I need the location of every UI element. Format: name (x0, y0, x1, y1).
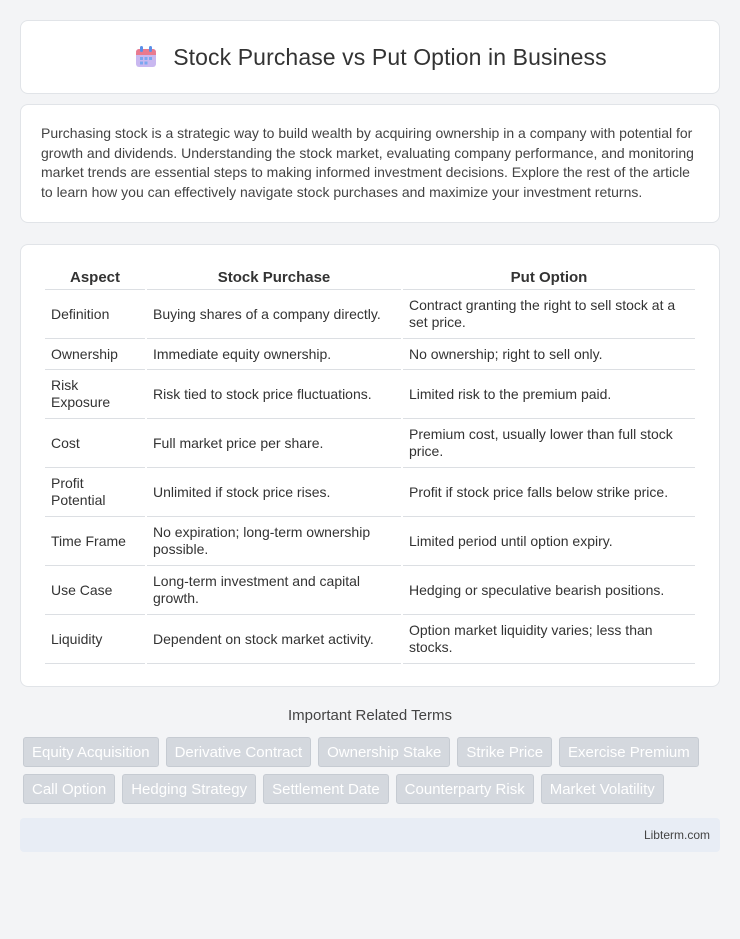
cell-aspect: Definition (45, 290, 145, 339)
table-row (45, 615, 695, 664)
related-term-tag[interactable]: Derivative Contract (166, 737, 312, 767)
cell-aspect: Ownership (45, 339, 145, 370)
related-term-tag[interactable]: Call Option (23, 774, 115, 804)
cell-stock: Immediate equity ownership. (147, 339, 401, 370)
cell-put: Hedging or speculative bearish positions. (403, 566, 695, 615)
cell-aspect: Profit Potential (45, 468, 145, 517)
cell-stock: Risk tied to stock price fluctuations. (147, 370, 401, 419)
related-term-tag[interactable]: Strike Price (457, 737, 552, 767)
related-term-tag[interactable]: Equity Acquisition (23, 737, 159, 767)
table-row (45, 339, 695, 370)
intro-card (20, 104, 720, 223)
related-terms-list (20, 737, 720, 804)
cell-aspect: Risk Exposure (45, 370, 145, 419)
cell-put: Option market liquidity varies; less than stocks. (403, 615, 695, 664)
cell-put: Premium cost, usually lower than full stock price. (403, 419, 695, 468)
cell-put: Limited period until option expiry. (403, 517, 695, 566)
cell-aspect: Use Case (45, 566, 145, 615)
related-terms-section (20, 707, 720, 804)
cell-stock: Buying shares of a company directly. (147, 290, 401, 339)
related-term-tag[interactable]: Counterparty Risk (396, 774, 534, 804)
cell-aspect: Cost (45, 419, 145, 468)
header-aspect: Aspect (45, 265, 145, 290)
table-row (45, 370, 695, 419)
cell-aspect: Liquidity (45, 615, 145, 664)
cell-put: No ownership; right to sell only. (403, 339, 695, 370)
page-header (20, 20, 720, 94)
related-term-tag[interactable]: Market Volatility (541, 774, 664, 804)
cell-stock: Full market price per share. (147, 419, 401, 468)
header-put-option: Put Option (403, 265, 695, 290)
cell-aspect: Time Frame (45, 517, 145, 566)
table-row (45, 419, 695, 468)
cell-put: Contract granting the right to sell stock at a set price. (403, 290, 695, 339)
related-term-tag[interactable]: Hedging Strategy (122, 774, 256, 804)
cell-stock: Long-term investment and capital growth. (147, 566, 401, 615)
footer-site-link[interactable]: Libterm.com (643, 828, 710, 843)
comparison-table (43, 265, 697, 664)
table-row (45, 566, 695, 615)
cell-put: Profit if stock price falls below strike price. (403, 468, 695, 517)
cell-put: Limited risk to the premium paid. (403, 370, 695, 419)
table-row (45, 290, 695, 339)
related-term-tag[interactable]: Ownership Stake (318, 737, 450, 767)
related-term-tag[interactable]: Settlement Date (263, 774, 389, 804)
page-footer (20, 818, 720, 852)
comparison-table-card (20, 244, 720, 687)
page-title: Stock Purchase vs Put Option in Business (173, 43, 607, 70)
intro-text: Purchasing stock is a strategic way to build wealth by acquiring ownership in a company with potential for growth and dividends. Understanding the stock market, evaluating company performance, and monitoring market trends are essential steps to making informed investment decisions. Explore the rest of the article to learn how you can effectively navigate stock purchases and maximize your investment returns. (41, 125, 694, 200)
table-header-row (45, 265, 695, 290)
related-terms-title: Important Related Terms (288, 707, 452, 725)
cell-stock: Dependent on stock market activity. (147, 615, 401, 664)
calendar-icon (133, 44, 159, 70)
cell-stock: No expiration; long-term ownership possible. (147, 517, 401, 566)
table-row (45, 517, 695, 566)
table-row (45, 468, 695, 517)
related-term-tag[interactable]: Exercise Premium (559, 737, 699, 767)
header-stock-purchase: Stock Purchase (147, 265, 401, 290)
cell-stock: Unlimited if stock price rises. (147, 468, 401, 517)
